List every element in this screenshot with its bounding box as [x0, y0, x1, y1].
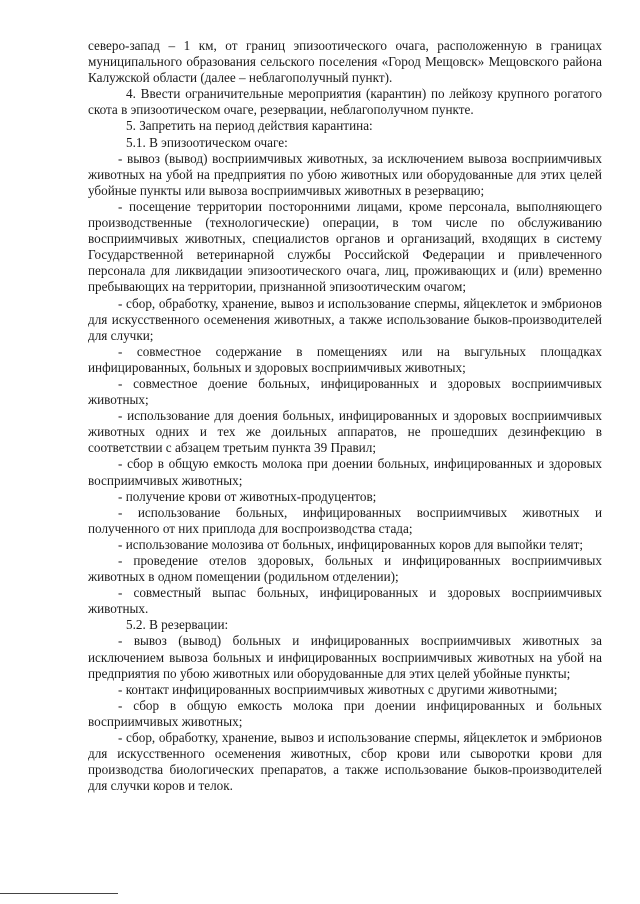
paragraph-item-4: 4. Ввести ограничительные мероприятия (карантин) по лейкозу крупного рогатого скота в эпизоотическом очаге, резервации, неблагополучном пункте. [88, 86, 602, 118]
list-item: - сбор в общую емкость молока при доении больных, инфицированных и здоровых восприимчивых животных; [88, 456, 602, 488]
paragraph-item-5: 5. Запретить на период действия карантина: [126, 118, 373, 134]
list-item: - сбор, обработку, хранение, вывоз и использование спермы, яйцеклеток и эмбрионов для искусственного осеменения животных, а также использование быков-производителей для случки; [88, 295, 602, 343]
list-item: - посещение территории посторонними лицами, кроме персонала, выполняющего производственные (технологические) операции, в том числе по обслуживанию восприимчивых животных, специалистов органов и организаций, входящих в систему Государственной ветеринарной службы Российской Федерации и привлеченного персонала для ликвидации эпизоотического очага, лиц, проживающих и (или) временно пребывающих на территории, признанной эпизоотическим очагом; [88, 198, 602, 295]
list-item: - вывоз (вывод) восприимчивых животных, за исключением вывоза восприимчивых животных на убой на предприятия по убою животных или оборудованные для этих целей убойные пункты или вывоза восприимчивых животных в резервацию; [88, 150, 602, 198]
paragraph-continuation: северо-запад – 1 км, от границ эпизоотического очага, расположенную в границах муниципального образования сельского поселения «Город Мещовск» Мещовского района Калужской области (далее – неблагополучный пункт). [88, 38, 602, 86]
list-item: - сбор, обработку, хранение, вывоз и использование спермы, яйцеклеток и эмбрионов для искусственного осеменения животных, сбор крови или сыворотки крови для производства биологических препаратов, а также использование быков-производителей для случки коров и телок. [88, 730, 602, 794]
list-item: - использование для доения больных, инфицированных и здоровых восприимчивых животных одних и тех же доильных аппаратов, не прошедших дезинфекцию в соответствии с абзацем третьим пункта 39 Правил; [88, 408, 602, 456]
list-item: - проведение отелов здоровых, больных и инфицированных восприимчивых животных в одном помещении (родильном отделении); [88, 553, 602, 585]
list-item: - совместное содержание в помещениях или на выгульных площадках инфицированных, больных и здоровых восприимчивых животных; [88, 343, 602, 375]
list-item: - совместный выпас больных, инфицированных и здоровых восприимчивых животных. [88, 585, 602, 617]
document-body [88, 38, 602, 794]
list-item: - контакт инфицированных восприимчивых животных с другими животными; [118, 681, 558, 697]
paragraph-item-5-2: 5.2. В резервации: [126, 617, 229, 633]
list-item: - получение крови от животных-продуцентов; [118, 488, 377, 504]
footnote-rule [0, 893, 118, 894]
list-item: - использование больных, инфицированных восприимчивых животных и полученного от них приплода для воспроизводства стада; [88, 504, 602, 536]
list-item: - совместное доение больных, инфицированных и здоровых восприимчивых животных; [88, 375, 602, 408]
list-item: - использование молозива от больных, инфицированных коров для выпойки телят; [118, 536, 584, 552]
paragraph-item-5-1: 5.1. В эпизоотическом очаге: [126, 134, 288, 150]
list-item: - сбор в общую емкость молока при доении инфицированных и больных восприимчивых животных; [88, 697, 602, 729]
list-item: - вывоз (вывод) больных и инфицированных восприимчивых животных за исключением вывоза больных и инфицированных восприимчивых животных на убой на предприятия по убою животных или оборудованные для этих целей убойные пункты; [88, 633, 602, 681]
